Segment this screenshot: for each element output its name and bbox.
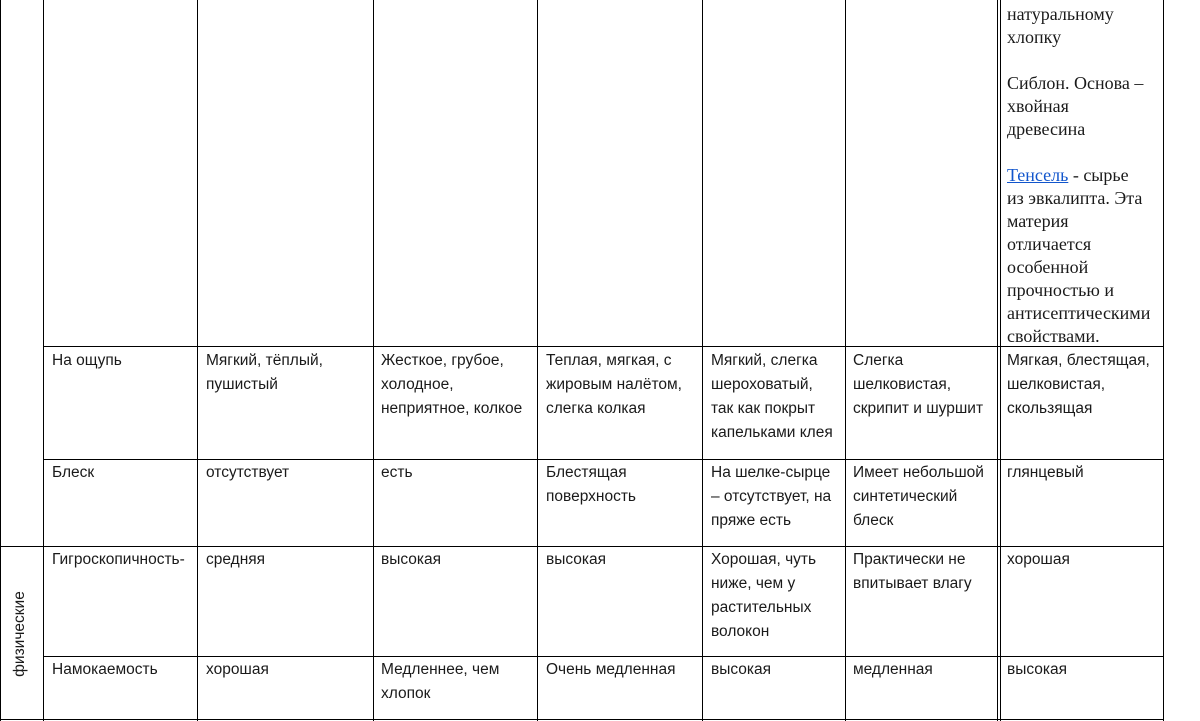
property-cell [52, 349, 122, 373]
value-cell [381, 461, 413, 485]
text-line: – отсутствует, на [711, 488, 832, 505]
text-line: Очень медленная [546, 661, 676, 678]
value-cell [381, 349, 522, 421]
group-label-text: физические [11, 591, 28, 677]
text-line: хорошая [206, 661, 269, 678]
grid-line [373, 0, 374, 721]
text-fragment: - сырье [1068, 165, 1129, 185]
text-line: впитывает влагу [853, 575, 972, 592]
text-line: высокая [711, 661, 772, 678]
text-line: ниже, чем у [711, 575, 796, 592]
fabric-description-cell [1007, 3, 1150, 348]
text-line: Сиблон. Основа – [1007, 73, 1144, 93]
group-label [8, 548, 32, 720]
property-cell [52, 658, 158, 682]
text-line: холодное, [381, 376, 454, 393]
text-line: медленная [853, 661, 933, 678]
text-line: пряже есть [711, 512, 792, 529]
text-line: особенной [1007, 257, 1089, 277]
value-cell [711, 548, 816, 644]
text-line: Практически не [853, 551, 966, 568]
text-line: глянцевый [1007, 464, 1084, 481]
text-line: хорошая [1007, 551, 1070, 568]
grid-line [43, 459, 1164, 460]
text-line: шероховатый, [711, 376, 813, 393]
text-line: Мягкая, блестящая, [1007, 352, 1150, 369]
text-line: древесина [1007, 119, 1086, 139]
text-line: шелковистая, [1007, 376, 1106, 393]
text-line: Хорошая, чуть [711, 551, 817, 568]
text-line: синтетический [853, 488, 958, 505]
value-cell [206, 349, 323, 397]
value-cell [546, 658, 675, 682]
text-line: скрипит и шуршит [853, 400, 984, 417]
text-line: антисептическими [1007, 303, 1151, 323]
text-line [1007, 164, 1150, 187]
property-cell [52, 548, 185, 572]
value-cell [1007, 349, 1150, 421]
value-cell [206, 658, 269, 682]
text-line: отличается [1007, 234, 1092, 254]
text-line: есть [381, 464, 413, 481]
text-line: Блеск [52, 464, 95, 481]
text-line: натуральному [1007, 4, 1114, 24]
text-line: материя [1007, 211, 1069, 231]
text-line: шелковистая, [853, 376, 952, 393]
value-cell [206, 548, 265, 572]
value-cell [711, 658, 771, 682]
grid-line [1163, 0, 1164, 721]
grid-line [1000, 0, 1001, 721]
text-line: высокая [546, 551, 607, 568]
text-line: растительных [711, 599, 812, 616]
grid-line [0, 719, 1164, 720]
text-line: хвойная [1007, 96, 1069, 116]
text-line: так как покрыт [711, 400, 816, 417]
grid-line [845, 0, 846, 721]
text-line: неприятное, колкое [381, 400, 523, 417]
value-cell [546, 349, 682, 421]
grid-line [702, 0, 703, 721]
value-cell [711, 461, 831, 533]
grid-line [0, 546, 1164, 547]
grid-line [0, 0, 1, 721]
grid-line [997, 0, 998, 721]
text-line: На ощупь [52, 352, 122, 369]
text-line: Теплая, мягкая, с [546, 352, 672, 369]
text-line: Мягкий, слегка [711, 352, 818, 369]
text-line: высокая [1007, 661, 1068, 678]
value-cell [853, 548, 972, 596]
grid-line [43, 656, 1164, 657]
value-cell [853, 461, 984, 533]
text-line: Блестящая [546, 464, 627, 481]
text-line: средняя [206, 551, 266, 568]
grid-line [197, 0, 198, 721]
text-line: поверхность [546, 488, 636, 505]
text-line: блеск [853, 512, 894, 529]
text-line: капельками клея [711, 424, 833, 441]
value-cell [1007, 658, 1067, 682]
value-cell [546, 548, 606, 572]
text-line: Слегка [853, 352, 904, 369]
text-line: слегка колкая [546, 400, 646, 417]
text-line: Имеет небольшой [853, 464, 984, 481]
text-line: свойствами. [1007, 326, 1100, 346]
property-cell [52, 461, 94, 485]
value-cell [711, 349, 833, 445]
text-line: волокон [711, 623, 770, 640]
text-line: Гигроскопичность- [52, 551, 185, 568]
value-cell [381, 658, 499, 706]
text-line: высокая [381, 551, 442, 568]
text-line: пушистый [206, 376, 278, 393]
text-line: хлопку [1007, 27, 1062, 47]
text-line: Намокаемость [52, 661, 158, 678]
text-line: жировым налётом, [546, 376, 682, 393]
text-line: На шелке-сырце [711, 464, 831, 481]
value-cell [206, 461, 289, 485]
grid-line [43, 346, 1164, 347]
value-cell [1007, 548, 1070, 572]
grid-line [537, 0, 538, 721]
value-cell [853, 658, 933, 682]
text-line: Жесткое, грубое, [381, 352, 504, 369]
text-line: скользящая [1007, 400, 1093, 417]
value-cell [546, 461, 636, 509]
text-line: Мягкий, тёплый, [206, 352, 323, 369]
text-line: Медленнее, чем [381, 661, 500, 678]
text-line: хлопок [381, 685, 431, 702]
value-cell [853, 349, 983, 421]
value-cell [1007, 461, 1084, 485]
text-line: прочностью и [1007, 280, 1114, 300]
value-cell [381, 548, 441, 572]
grid-line [43, 0, 44, 721]
text-line: из эвкалипта. Эта [1007, 188, 1143, 208]
tencel-link[interactable]: Тенсель [1007, 165, 1069, 185]
text-line: отсутствует [206, 464, 290, 481]
